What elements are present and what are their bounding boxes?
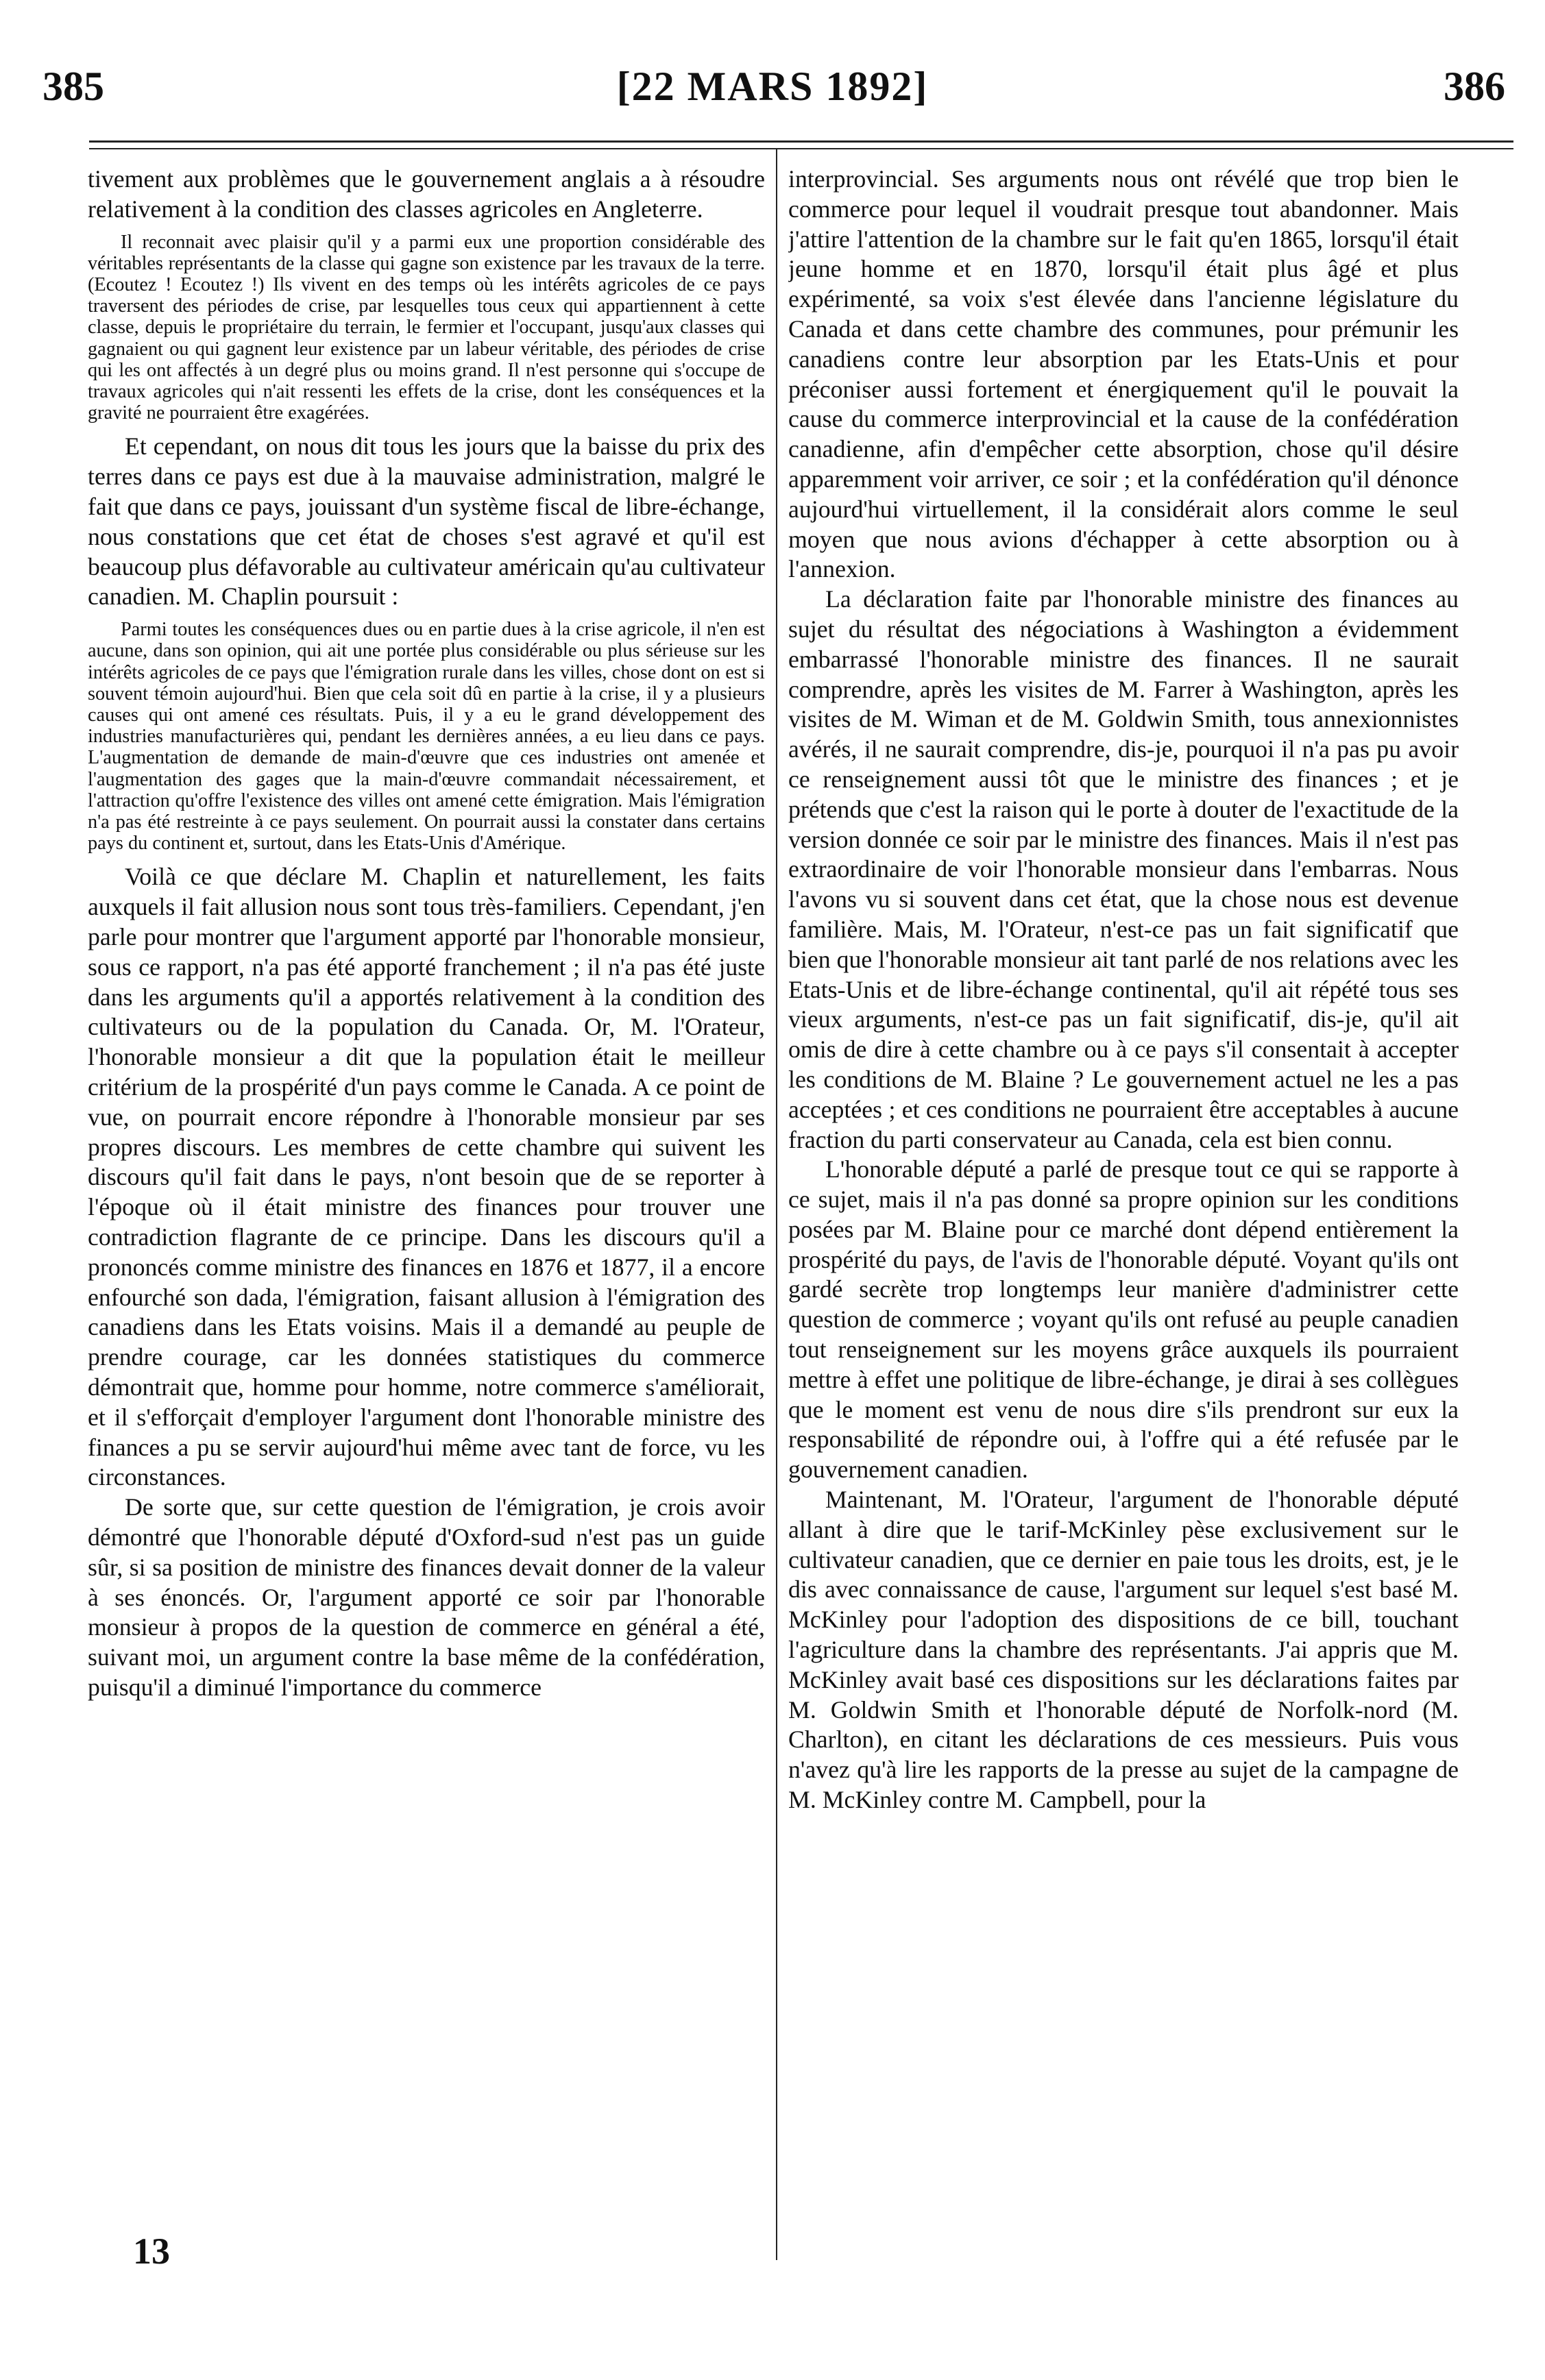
page-date-header: [22 MARS 1892] [616,64,929,109]
paragraph: L'honorable député a parlé de presque tout ce qui se rapporte à ce sujet, mais il n'a pas donné sa propre opinion sur les conditions posées par M. Blaine pour ce marché dont dépend entièrement la prospérité du pays, de l'avis de l'honorable député. Voyant qu'ils ont gardé secrète trop longtemps leur manière d'administrer cette question de commerce ; voyant qu'ils ont refusé au peuple canadien tout renseignement sur les moyens grâce auxquels ils pourraient mettre à effet une politique de libre-échange, je dirai à ses collègues que le moment est venu de nous dire s'ils prendront sur eux la responsabilité de répondre oui, à l'offre qui a été refusée par le gouvernement canadien. [788,1155,1459,1484]
paragraph: interprovincial. Ses arguments nous ont révélé que trop bien le commerce pour lequel il voudrait presque tout abandonner. Mais j'attire l'attention de la chambre sur le fait qu'en 1865, lorsqu'il était jeune homme et en 1870, lorsqu'il était plus âgé et plus expérimenté, sa voix s'est élevée dans l'ancienne législature du Canada et dans cette chambre des communes, pour prémunir les canadiens contre leur absorption par les Etats-Unis et pour préconiser aussi fortement et énergiquement qu'il le pouvait la cause du commerce interprovincial et la cause de la confédération canadienne, afin d'empêcher cette absorption, chose qu'il désire apparemment voir arriver, ce soir ; et la confédération qu'il dénonce aujourd'hui virtuellement, il la considérait alors comme le seul moyen que nous avions d'échapper à cette absorption ou à l'annexion. [788,165,1459,583]
header-rule-thin [89,148,1513,149]
paragraph: La déclaration faite par l'honorable ministre des finances au sujet du résultat des négociations à Washington a évidemment embarrassé l'honorable ministre des finances. Il ne saurait comprendre, après les visites de M. Farrer à Washington, après les visites de M. Wiman et de M. Goldwin Smith, tous annexionnistes avérés, il ne saurait comprendre, dis-je, pourquoi il n'a pas pu avoir ce renseignement aussi tôt que le ministre des finances ; et je prétends que c'est la raison qui le porte à douter de l'exactitude de la version donnée ce soir par le ministre des finances. Mais il n'est pas extraordinaire de voir l'honorable monsieur dans l'embarras. Nous l'avons vu si souvent dans cet état, que la chose nous est devenue familière. Mais, M. l'Orateur, n'est-ce pas un fait significatif que bien que l'honorable monsieur ait tant parlé de nos relations avec les Etats-Unis et de libre-échange continental, qu'il ait répété tous ses vieux arguments, n'est-ce pas un fait significatif, dis-je, qu'il ait omis de dire à cette chambre ou à ce pays s'il consentait à accepter les conditions de M. Blaine ? Le gouvernement actuel ne les a pas acceptées ; et ces conditions ne pourraient être acceptables à aucune fraction du parti conservateur au Canada, cela est bien connu. [788,585,1459,1153]
page-number-left: 385 [42,64,104,109]
right-column [788,164,1459,2357]
page-number-right: 386 [1444,64,1505,109]
paragraph: Maintenant, M. l'Orateur, l'argument de l'honorable député allant à dire que le tarif-McKinley pèse exclusivement sur le cultivateur canadien, que ce dernier en paie tous les droits, est, je le dis avec connaissance de cause, l'argument sur lequel s'est basé M. McKinley pour l'adoption des dispositions de ce bill, touchant l'agriculture dans la chambre des représentants. J'ai appris que M. McKinley avait basé ces dispositions sur les déclarations faites par M. Goldwin Smith et l'honorable député de Norfolk-nord (M. Charlton), en citant les déclarations de ces messieurs. Puis vous n'avez qu'à lire les rapports de la presse au sujet de la campagne de M. McKinley contre M. Campbell, pour la [788,1486,1459,1814]
paragraph: Voilà ce que déclare M. Chaplin et naturellement, les faits auxquels il fait allusion nous sont tous très-familiers. Cependant, j'en parle pour montrer que l'argument apporté par l'honorable monsieur, sous ce rapport, n'a pas été apporté franchement ; il n'a pas été juste dans les arguments qu'il a apportés relativement à la condition des cultivateurs ou de la population du Canada. Or, M. l'Orateur, l'honorable monsieur a dit que la population était le meilleur critérium de la prospérité d'un pays comme le Canada. A ce point de vue, on pourrait encore répondre à l'honorable monsieur par ses propres discours. Les membres de cette chambre qui suivent les discours qu'il fait dans le pays, n'ont besoin que de se reporter à l'époque où il était ministre des finances pour trouver une contradiction flagrante de ce principe. Dans les discours qu'il a prononcés comme ministre des finances en 1876 et 1877, il a encore enfourché son dada, l'émigration, faisant allusion à l'émigration des canadiens dans les Etats voisins. Mais il a demandé au peuple de prendre courage, car les données statistiques du commerce démontrait que, homme pour homme, notre commerce s'améliorait, et il s'efforçait d'employer l'argument dont l'honorable ministre des finances a pu se servir aujourd'hui même avec tant de force, vu les circonstances. [88,863,765,1491]
quoted-passage: Parmi toutes les conséquences dues ou en partie dues à la crise agricole, il n'en est aucune, dans son opinion, qui ait une portée plus considérable ou plus sérieuse sur les intérêts agricoles de ce pays que l'émigration rurale dans les villes, chose dont on est si souvent témoin aujourd'hui. Bien que cela soit dû en partie à la crise, il y a plusieurs causes qui ont amené ces résultats. Puis, il y a eu le grand développement des industries manufacturières qui, pendant les dernières années, a eu lieu dans ce pays. L'augmentation de demande de main-d'œuvre que ces industries ont amenée et l'augmentation des gages que la main-d'œuvre commandait nécessairement, et l'attraction qu'offre l'existence des villes ont amené cette émigration. Mais l'émigration n'a pas été restreinte à ce pays seulement. On pourrait aussi la constater dans certains pays du continent et, surtout, dans les Etats-Unis d'Amérique. [88,619,765,855]
paragraph: Et cependant, on nous dit tous les jours que la baisse du prix des terres dans ce pays est due à la mauvaise administration, malgré le fait que dans ce pays, jouissant d'un système fiscal de libre-échange, nous constations que cet état de choses s'est agravé et qu'il est beaucoup plus défavorable au cultivateur américain qu'au cultivateur canadien. M. Chaplin poursuit : [88,432,765,611]
signature-mark: 13 [133,2231,170,2272]
quoted-passage: Il reconnait avec plaisir qu'il y a parmi eux une proportion considérable des véritables représentants de la classe qui gagne son existence par les travaux de la terre. (Ecoutez ! Ecoutez !) Ils vivent en des temps où les intérêts agricoles de ce pays traversent des périodes de crise, par lesquelles tous ceux qui appartiennent à cette classe, depuis le propriétaire du terrain, le fermier et l'occupant, jusqu'aux classes qui gagnaient ou qui gagnent leur existence par un labeur véritable, des périodes de crise qui les ont affectés à un degré plus ou moins grand. Il n'est personne qui s'occupe de travaux agricoles qui n'ait ressenti les effets de la crise, dont les conséquences et la gravité ne pourraient être exagérées. [88,231,765,424]
column-divider [776,149,777,2260]
paragraph: De sorte que, sur cette question de l'émigration, je crois avoir démontré que l'honorable député d'Oxford-sud n'est pas un guide sûr, si sa position de ministre des finances devait donner de la valeur à ses énoncés. Or, l'argument apporté ce soir par l'honorable monsieur à propos de la question de commerce en général a été, suivant moi, un argument contre la base même de la confédération, puisqu'il a diminué l'importance du commerce [88,1493,765,1701]
paragraph: tivement aux problèmes que le gouvernement anglais a à résoudre relativement à la condition des classes agricoles en Angleterre. [88,165,765,223]
left-column [88,164,765,2227]
header-rule-thick [89,140,1513,143]
